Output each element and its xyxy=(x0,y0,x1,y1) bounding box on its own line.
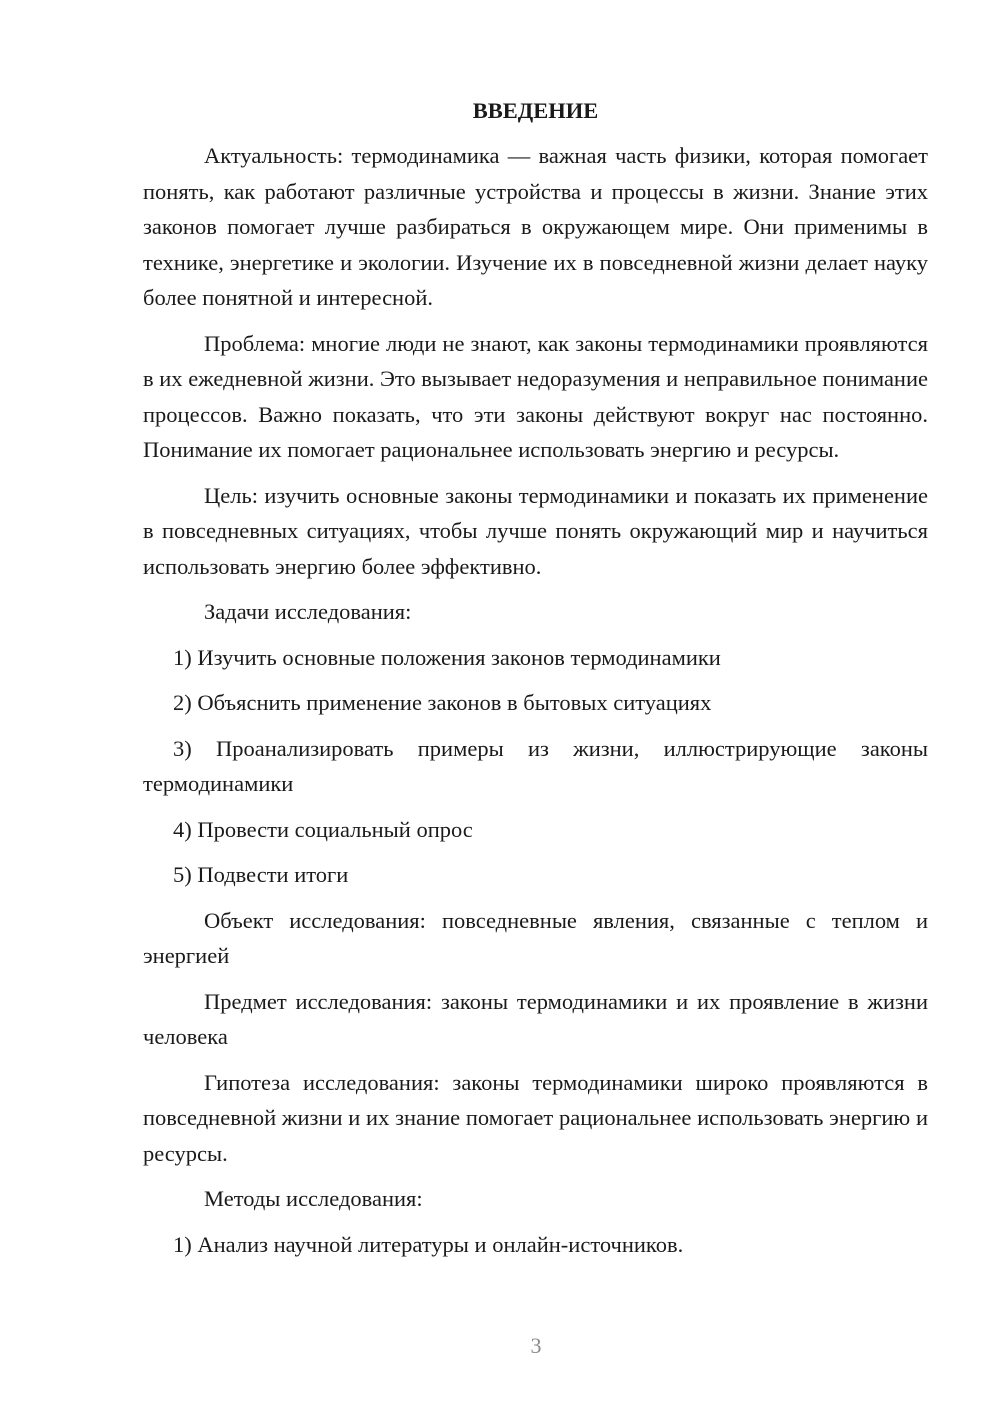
method-item-1: 1) Анализ научной литературы и онлайн-источников. xyxy=(173,1231,684,1257)
task-item-4: 4) Провести социальный опрос xyxy=(173,816,473,842)
paragraph-problem: Проблема: многие люди не знают, как законы термодинамики проявляются в их ежедневной жизни. Это вызывает недоразумения и неправильное понимание процессов. Важно показать, что эти законы действуют вокруг нас постоянно. Понимание их помогает рациональнее использовать энергию и ресурсы. xyxy=(143,330,928,462)
task-item-2: 2) Объяснить применение законов в бытовых ситуациях xyxy=(173,690,712,715)
tasks-heading: Задачи исследования: xyxy=(204,599,412,624)
task-item-1: 1) Изучить основные положения законов термодинамики xyxy=(173,644,721,670)
task-item-3: 3) Проанализировать примеры из жизни, иллюстрирующие законы термодинамики xyxy=(143,735,928,796)
paragraph-relevance: Актуальность: термодинамика — важная часть физики, которая помогает понять, как работают различные устройства и процессы в жизни. Знание этих законов помогает лучше разбираться в окружающем мире. Они применимы в технике, энергетике и экологии. Изучение их в повседневной жизни делает науку более понятной и интересной. xyxy=(143,143,928,310)
paragraph-object: Объект исследования: повседневные явления, связанные с теплом и энергией xyxy=(143,907,928,968)
paragraph-hypothesis: Гипотеза исследования: законы термодинамики широко проявляются в повседневной жизни и их знание помогает рациональнее использовать энергию и ресурсы. xyxy=(143,1069,928,1166)
methods-heading: Методы исследования: xyxy=(204,1186,423,1211)
section-heading: ВВЕДЕНИЕ xyxy=(472,98,599,123)
task-item-5: 5) Подвести итоги xyxy=(173,862,349,887)
paragraph-subject: Предмет исследования: законы термодинамики и их проявление в жизни человека xyxy=(143,988,928,1049)
page-number: 3 xyxy=(530,1333,542,1358)
page-content xyxy=(143,94,928,1272)
paragraph-goal: Цель: изучить основные законы термодинамики и показать их применение в повседневных ситуациях, чтобы лучше понять окружающий мир и научиться использовать энергию более эффективно. xyxy=(143,482,928,579)
